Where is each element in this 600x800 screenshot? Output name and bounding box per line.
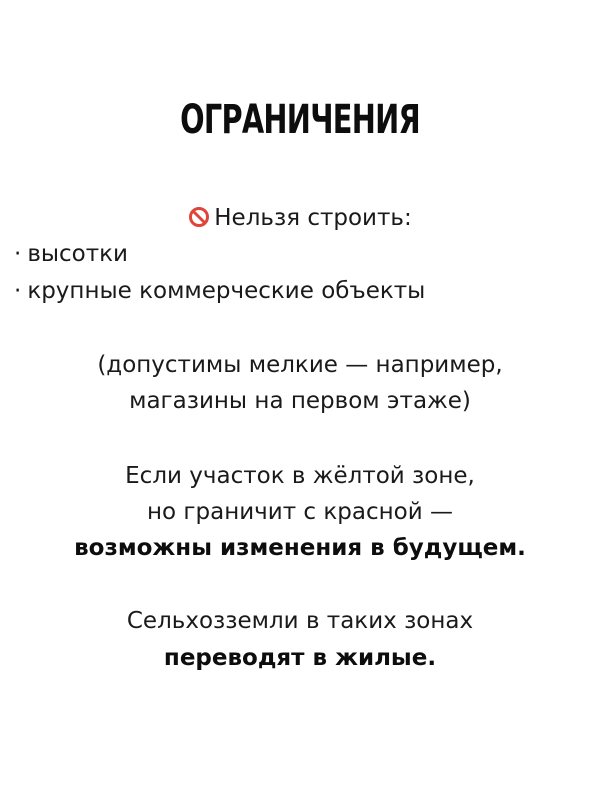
bullet: · [14,241,22,267]
no-entry-sign-icon [188,206,210,228]
farm-line-2-bold: переводят в жилые. [163,645,437,671]
list-item-label: высотки [27,241,128,267]
zone-line-2: но граничит с красной — [147,499,453,525]
zone-line-3-bold: возможны изменения в будущем. [74,535,526,561]
restriction-heading-row [0,203,600,233]
bullet: · [14,278,22,304]
restriction-heading: Нельзя строить: [214,205,412,231]
farm-line-1: Сельхозземли в таких зонах [126,608,474,634]
list-item-label: крупные коммерческие объекты [27,278,426,304]
list-item [14,239,128,269]
page-title: ОГРАНИЧЕНИЯ [180,97,420,143]
note-line-2: магазины на первом этаже) [129,388,471,414]
list-item [14,276,425,306]
zone-line-1: Если участок в жёлтой зоне, [125,463,475,489]
note-line-1: (допустимы мелкие — например, [97,352,503,378]
